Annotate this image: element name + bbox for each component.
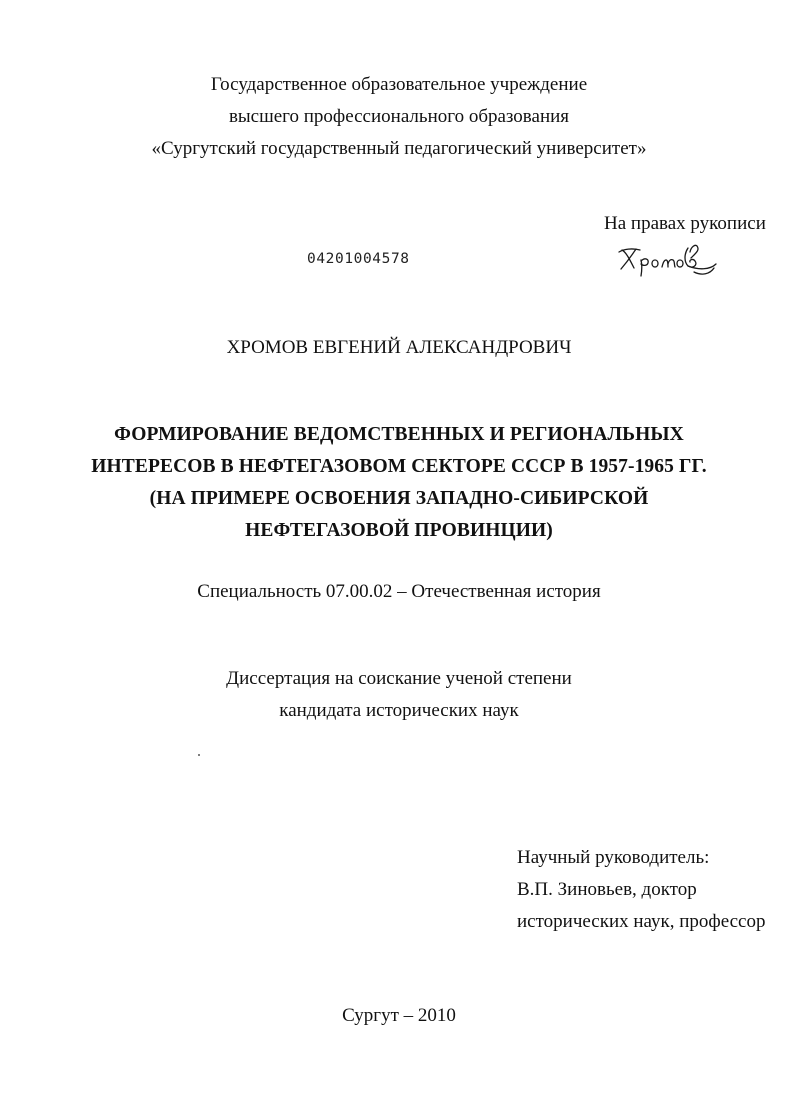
institution-line-3: «Сургутский государственный педагогический университет» xyxy=(151,138,647,159)
title-line-1: ФОРМИРОВАНИЕ ВЕДОМСТВЕННЫХ И РЕГИОНАЛЬНЫХ xyxy=(114,424,684,445)
institution-line-2: высшего профессионального образования xyxy=(228,106,570,127)
institution-line-1: Государственное образовательное учреждение xyxy=(210,74,588,95)
supervisor-name: В.П. Зиновьев, доктор xyxy=(517,879,697,900)
title-line-2: ИНТЕРЕСОВ В НЕФТЕГАЗОВОМ СЕКТОРЕ СССР В 1957-1965 ГГ. xyxy=(91,456,707,477)
author-name: ХРОМОВ ЕВГЕНИЙ АЛЕКСАНДРОВИЧ xyxy=(226,337,572,358)
manuscript-rights-label: На правах рукописи xyxy=(604,213,766,234)
scan-speck xyxy=(198,754,200,756)
document-number: 04201004578 xyxy=(307,251,410,267)
title-line-4: НЕФТЕГАЗОВОЙ ПРОВИНЦИИ) xyxy=(245,520,553,541)
degree-line-1: Диссертация на соискание ученой степени xyxy=(226,668,572,689)
handwritten-signature xyxy=(618,240,718,282)
supervisor-title: исторических наук, профессор xyxy=(517,911,766,932)
title-line-3: (НА ПРИМЕРЕ ОСВОЕНИЯ ЗАПАДНО-СИБИРСКОЙ xyxy=(149,488,649,509)
supervisor-label: Научный руководитель: xyxy=(517,847,710,868)
degree-line-2: кандидата исторических наук xyxy=(279,700,519,721)
specialty: Специальность 07.00.02 – Отечественная история xyxy=(197,581,601,602)
city-year: Сургут – 2010 xyxy=(342,1005,456,1026)
